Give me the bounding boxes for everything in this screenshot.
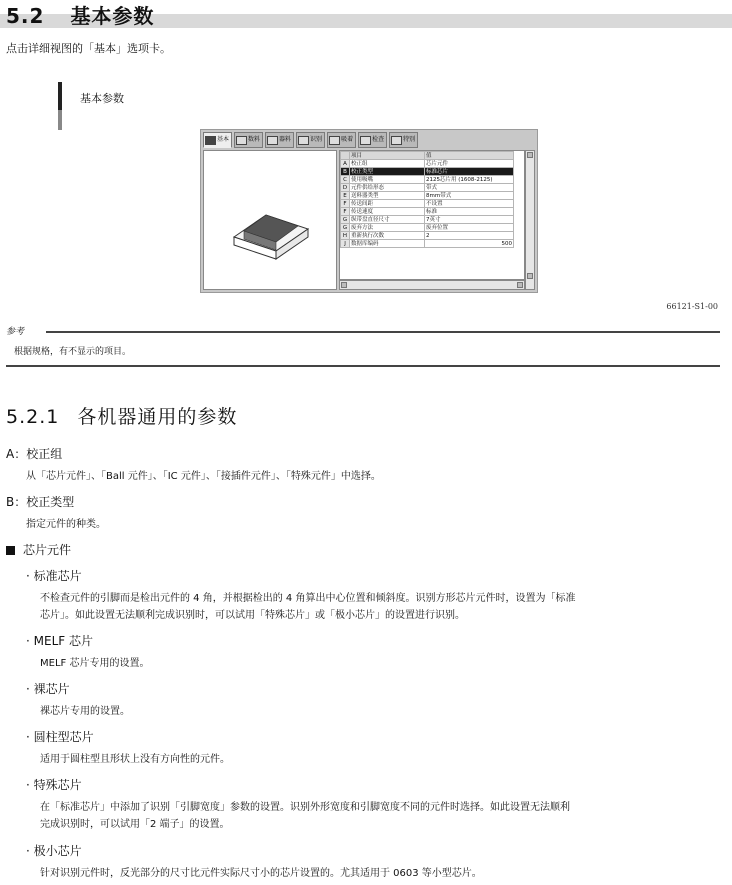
bare-chip-text: 裸芯片专用的设置。 [40,706,130,717]
tab-label: 特别 [403,136,416,143]
tab-icon [391,136,402,145]
row-name: 重新执行次数 [350,232,425,240]
table-row[interactable] [341,240,514,248]
chip-heading-text: 芯片元件 [23,543,72,557]
row-value: 废弃位置 [425,224,514,232]
tab-label: 器料 [279,136,292,143]
intro-text: 点击详细视图的「基本」选项卡。 [6,42,171,55]
row-name: 纵带盘直径尺寸 [350,216,425,224]
column-header-value: 值 [425,152,514,160]
row-name: 校正类型 [350,168,425,176]
table-header [341,152,514,160]
detail-tabs [203,132,420,148]
parameter-table [339,150,525,280]
horizontal-scrollbar[interactable] [339,280,525,290]
row-value: 2 [425,232,514,240]
table-row[interactable] [341,160,514,168]
standard-chip-text-2: 芯片」。如此设置无法顺利完成识别时，可以试用「特殊芯片」或「极小芯片」的设置进行识别。 [40,610,465,621]
note-label: 参考 [6,327,25,337]
item-b-text: 指定元件的种类。 [26,519,106,530]
row-name: 传送间距 [350,200,425,208]
tab-basic[interactable] [203,132,232,148]
tab-special[interactable] [389,132,418,148]
tiny-chip-text: 针对识别元件时，反光部分的尺寸比元件实际尺寸小的芯片设置的。尤其适用于 0603 等小型芯片。 [40,868,482,879]
row-value: 带式 [425,184,514,192]
row-key: J [341,240,350,248]
row-key: F [341,208,350,216]
melf-chip-text: MELF 芯片专用的设置。 [40,658,150,669]
table-row[interactable] [341,224,514,232]
tab-label: 检查 [372,136,385,143]
row-name: 传送速度 [350,208,425,216]
tab-label: 识别 [310,136,323,143]
tab-inspection[interactable] [358,132,387,148]
subsection-title [6,402,237,429]
cylinder-chip-heading: · 圆柱型芯片 [26,730,94,744]
row-key: C [341,176,350,184]
standard-chip-heading: · 标准芯片 [26,569,82,583]
row-name: 使用吸嘴 [350,176,425,184]
subsection-number: 5.2.1 [6,406,60,428]
note-divider-bottom [6,365,720,367]
table-row[interactable] [341,232,514,240]
column-header-item: 项目 [350,152,425,160]
scroll-left-arrow-icon[interactable] [341,282,347,288]
tab-icon [267,136,278,145]
caption-bar-tail [58,110,62,130]
row-key: G [341,216,350,224]
table-row[interactable] [341,200,514,208]
tab-icon [298,136,309,145]
tab-pickup[interactable] [327,132,356,148]
tab-label: 基本 [217,136,230,143]
row-value: 标准芯片 [425,168,514,176]
tab-icon [205,136,216,145]
tab-icon [360,136,371,145]
detail-view-screenshot [200,129,538,293]
row-name: 废弃方法 [350,224,425,232]
row-key: F [341,200,350,208]
row-key: E [341,192,350,200]
row-key: B [341,168,350,176]
section-number: 5.2 [6,4,45,28]
table-row[interactable] [341,184,514,192]
row-key: D [341,184,350,192]
tab-icon [329,136,340,145]
tab-label: 吸着 [341,136,354,143]
tab-label: 数料 [248,136,261,143]
row-name: 数据库编码 [350,240,425,248]
caption-bar [58,82,62,110]
tab-vision[interactable] [296,132,325,148]
row-name: 元件供给形态 [350,184,425,192]
tab-icon [236,136,247,145]
table-row[interactable] [341,176,514,184]
special-chip-text-2: 完成识别时，可以试用「2 端子」的设置。 [40,819,230,830]
chip-component-icon [204,151,336,289]
tiny-chip-heading: · 极小芯片 [26,844,82,858]
scroll-down-arrow-icon[interactable] [527,273,533,279]
figure-id: 66121-S1-00 [666,302,718,311]
row-value: 标准 [425,208,514,216]
scroll-up-arrow-icon[interactable] [527,152,533,158]
bare-chip-heading: · 裸芯片 [26,682,70,696]
table-row[interactable] [341,208,514,216]
item-b-heading: B：校正类型 [6,495,75,509]
row-value: 8mm带式 [425,192,514,200]
row-value: 芯片元件 [425,160,514,168]
standard-chip-text-1: 不检查元件的引脚而是检出元件的 4 角，并根据检出的 4 角算出中心位置和倾斜度。识别方形芯片元件时，设置为「标准 [40,593,576,604]
row-key: G [341,224,350,232]
table-row[interactable] [341,216,514,224]
vertical-scrollbar[interactable] [525,150,535,290]
row-name: 送料器类型 [350,192,425,200]
table-row[interactable] [341,192,514,200]
scroll-right-arrow-icon[interactable] [517,282,523,288]
row-value: 2125芯片用 (1608-2125) [425,176,514,184]
note-text: 根据规格，有不显示的项目。 [14,347,132,357]
table-row-selected[interactable] [341,168,514,176]
row-key: A [341,160,350,168]
row-value: 不设置 [425,200,514,208]
section-title [6,0,154,29]
figure-caption: 基本参数 [80,92,124,105]
chip-heading [6,541,71,558]
special-chip-heading: · 特殊芯片 [26,778,82,792]
section-title-text: 基本参数 [70,4,155,28]
square-bullet-icon [6,546,15,555]
component-preview [203,150,337,290]
melf-chip-heading: · MELF 芯片 [26,634,93,648]
row-value: 7英寸 [425,216,514,224]
tab-shape[interactable] [234,132,263,148]
item-a-heading: A：校正组 [6,447,63,461]
row-key: H [341,232,350,240]
item-a-text: 从「芯片元件」、「Ball 元件」、「IC 元件」、「接插件元件」、「特殊元件」中选择。 [26,471,381,482]
note-divider-top [46,331,720,333]
subsection-title-text: 各机器通用的参数 [77,406,238,428]
tab-feeder[interactable] [265,132,294,148]
cylinder-chip-text: 适用于圆柱型且形状上没有方向性的元件。 [40,754,230,765]
special-chip-text-1: 在「标准芯片」中添加了识别「引脚宽度」参数的设置。识别外形宽度和引脚宽度不同的元件时选择。如此设置无法顺利 [40,802,570,813]
row-value: 500 [425,240,514,248]
row-name: 校正组 [350,160,425,168]
